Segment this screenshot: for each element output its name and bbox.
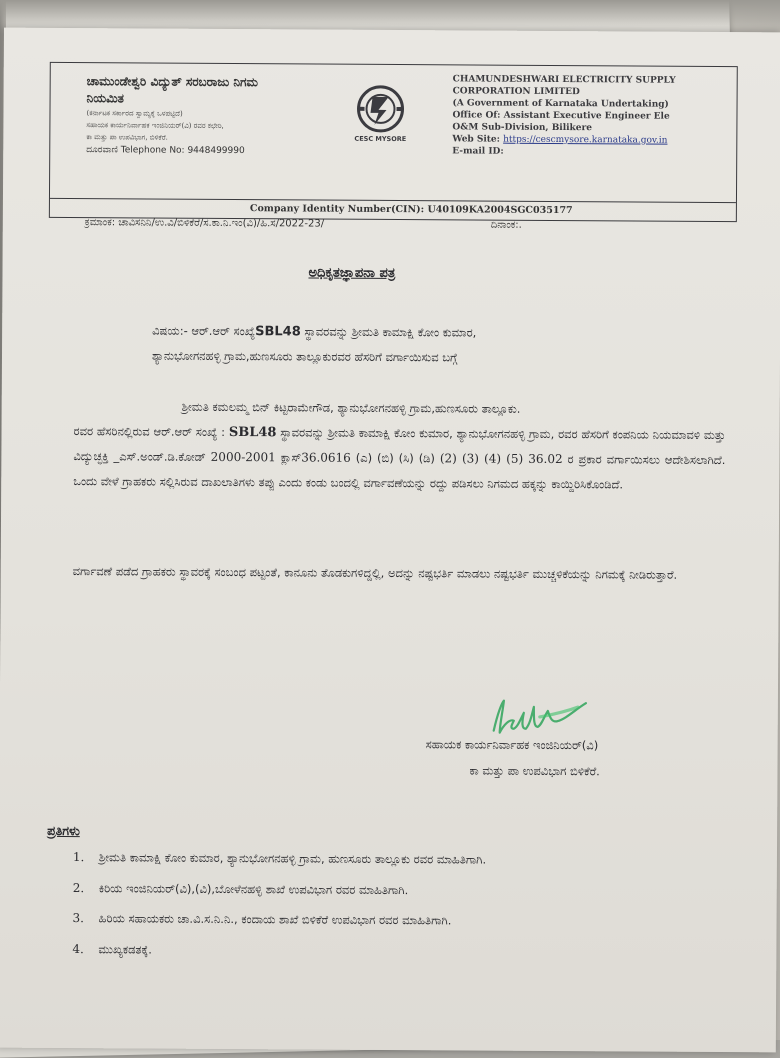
list-item-text: ಕಿರಿಯ ಇಂಜಿನಿಯರ್(ವಿ),(ವಿ),ಬೋಳೆನಹಳ್ಳಿ ಶಾಖೆ ಉಪವಿಭಾಗ ರವರ ಮಾಹಿತಿಗಾಗಿ. bbox=[98, 880, 409, 897]
website-link[interactable]: https://cescmysore.karnataka.gov.in bbox=[503, 134, 668, 146]
division-kannada: ಕಾ ಮತ್ತು ಪಾ ಉಪವಿಭಾಗ, ಬಿಳಿಕೆರೆ. bbox=[86, 133, 168, 142]
date-label: ದಿನಾಂಕ:. bbox=[490, 219, 522, 231]
govt-undertaking: (A Government of Karnataka Undertaking) bbox=[452, 98, 669, 110]
list-item-number: 2. bbox=[72, 880, 85, 895]
list-item-number: 3. bbox=[72, 911, 85, 926]
list-item bbox=[72, 934, 762, 969]
company-name-english-line2: CORPORATION LIMITED bbox=[452, 86, 580, 98]
document-title: ಅಧಿಕೃತಜ್ಞಾಪನಾ ಪತ್ರ bbox=[308, 265, 396, 282]
copies-heading: ಪ್ರತಿಗಳು bbox=[47, 822, 80, 839]
telephone-number: ದೂರವಾಣಿ Telephone No: 9448499990 bbox=[86, 145, 245, 157]
letterhead-english bbox=[452, 73, 733, 159]
cesc-logo-icon bbox=[352, 83, 408, 145]
list-item-text: ಹಿರಿಯ ಸಹಾಯಕರು ಚಾ.ವಿ.ಸ.ನಿ.ನಿ., ಕಂದಾಯ ಶಾಖೆ ಬಿಳಿಕೆರೆ ಉಪವಿಭಾಗ ರವರ ಮಾಹಿತಿಗಾಗಿ. bbox=[98, 911, 452, 928]
body-p1-subclauses: (2) (3) (4) (5) 36.02 bbox=[439, 451, 563, 467]
office-kannada: ಸಹಾಯಕ ಕಾರ್ಯನಿರ್ವಾಹಕ ಇಂಜಿನಿಯರ್(ವಿ) ರವರ ಕಛೇರಿ, bbox=[86, 121, 224, 130]
subject-prefix: ವಿಷಯ:- ಆರ್.ಆರ್ ಸಂಖ್ಯೆ bbox=[152, 323, 256, 339]
letterhead-divider bbox=[50, 198, 736, 203]
signatory-office: ಕಾ ಮತ್ತು ಪಾ ಉಪವಿಭಾಗ ಬಿಳಿಕೆರೆ. bbox=[469, 763, 600, 779]
email-label: E-mail ID: bbox=[452, 146, 504, 157]
letterhead bbox=[49, 62, 738, 222]
list-item-number: 1. bbox=[72, 850, 85, 865]
copies-list bbox=[72, 842, 763, 968]
body-p1-text-b: ರವರ ಹೆಸರಿನಲ್ಲಿರುವ ಆರ್.ಆರ್ ಸಂಖ್ಯೆ : bbox=[73, 424, 229, 440]
subject-rr-code: SBL48 bbox=[255, 324, 301, 340]
signatory-designation: ಸಹಾಯಕ ಕಾರ್ಯನಿರ್ವಾಹಕ ಇಂಜಿನಿಯರ್(ವಿ) bbox=[425, 737, 599, 753]
list-item-text: ಶ್ರೀಮತಿ ಕಾಮಾಕ್ಷಿ ಕೋಂ ಕುಮಾರ, ಶ್ಯಾನುಭೋಗನಹಳ್ಳಿ ಗ್ರಾಮ, ಹುಣಸೂರು ತಾಲ್ಲೂಕು ರವರ ಮಾಹಿತಿಗಾಗಿ. bbox=[98, 850, 487, 867]
govt-undertaking-kannada: (ಕರ್ನಾಟಕ ಸರ್ಕಾರದ ಸ್ವಾಮ್ಯಕ್ಕೆ ಒಳಪಟ್ಟಿದೆ) bbox=[86, 109, 183, 118]
body-p1-text-c: ಸ್ಥಾವರವನ್ನು ಶ್ರೀಮತಿ ಕಾಮಾಕ್ಷಿ ಕೋಂ ಕುಮಾರ, ಶ್ಯಾನುಭೋಗನಹಳ್ಳಿ ಗ್ರಾಮ, ರವರ ಹೆಸರಿಗೆ ಕಂಪನಿಯ ನಿಯಮಾವಳಿ ಮತ್ತು ವಿದ್ಯುಚ್ಛಕ್ತಿ _ಎಸ್.ಅಂಡ್.ಡಿ.ಕೋಡ್ bbox=[73, 425, 726, 464]
office-english: Office Of: Assistant Executive Engineer Ele bbox=[452, 110, 670, 122]
subject-block bbox=[152, 319, 692, 371]
body-p1-text-d: ಕ್ಲಾಸ್ bbox=[275, 450, 302, 465]
website-label: Web Site: bbox=[452, 134, 504, 145]
body-p1-intro: ಶ್ರೀಮತಿ ಕಮಲಮ್ಮ ಬಿನ್ ಕಿಟ್ಟರಾಮೇಗೌಡ, ಶ್ಯಾನುಭೋಗನಹಳ್ಳಿ ಗ್ರಾಮ,ಹುಣಸೂರು ತಾಲ್ಲೂಕು. bbox=[181, 399, 521, 416]
body-p1-text-e: (ಎ) (ಬಿ) (ಸಿ) (ಡಿ) bbox=[350, 450, 440, 466]
letterhead-kannada bbox=[86, 73, 336, 157]
list-item-number: 4. bbox=[72, 941, 84, 956]
top-shadow bbox=[0, 0, 780, 26]
list-item bbox=[73, 842, 763, 877]
company-name-kannada-line2: ನಿಯಮಿತ bbox=[86, 91, 124, 106]
company-name-english: CHAMUNDESHWARI ELECTRICITY SUPPLY bbox=[452, 74, 676, 86]
company-name-kannada: ಚಾಮುಂಡೇಶ್ವರಿ ವಿದ್ಯುತ್ ಸರಬರಾಜು ನಿಗಮ bbox=[86, 74, 258, 90]
signatory-block bbox=[425, 731, 600, 784]
body-paragraph-2: ವರ್ಗಾವಣೆ ಪಡೆದ ಗ್ರಾಹಕರು ಸ್ಥಾವರಕ್ಕೆ ಸಂಬಂಧ ಪಟ್ಟಂತೆ, ಕಾನೂನು ತೊಡಕುಗಳಿದ್ದಲ್ಲಿ, ಅದನ್ನು ನಷ್ಟಭರ್ತಿ ಮಾಡಲು ನಷ್ಟಭರ್ತಿ ಮುಚ್ಚಳಿಕೆಯನ್ನು ನಿಗಮಕ್ಕೆ ನೀಡಿರುತ್ತಾರೆ. bbox=[72, 564, 678, 582]
list-item bbox=[73, 873, 763, 908]
body-p1-text-f: ರ ಪ್ರಕಾರ ವರ್ಗಾಯಿಸಲು ಆದೇಶಿಸಲಾಗಿದೆ. ಒಂದು ವೇಳೆ ಗ್ರಾಹಕರು ಸಲ್ಲಿಸಿರುವ ದಾಖಲಾತಿಗಳು ತಪ್ಪು ಎಂದು ಕಂಡು ಬಂದಲ್ಲಿ ವರ್ಗಾವಣೆಯನ್ನು ರದ್ದು ಪಡಿಸಲು ನಿಗಮದ ಹಕ್ಕನ್ನು ಕಾಯ್ದಿರಿಸಿಕೊಂಡಿದೆ. bbox=[73, 452, 726, 492]
reference-number: ಕ್ರಮಾಂಕ: ಚಾವಿಸನಿನಿ/ಉ.ವಿ/ಬಿಳಿಕೆರೆ/ಸ.ಕಾ.ನಿ.ಇಂ(ವಿ)/ಹಿ.ಸ/2022-23/ bbox=[84, 217, 325, 230]
subject-line2: ಶ್ಯಾನುಭೋಗನಹಳ್ಳಿ ಗ್ರಾಮ,ಹುಣಸೂರು ತಾಲ್ಲೂಕುರವರ ಹೆಸರಿಗೆ ವರ್ಗಾಯಿಸುವ ಬಗ್ಗೆ bbox=[151, 348, 458, 365]
body-paragraph-1 bbox=[73, 394, 726, 498]
list-item bbox=[72, 903, 762, 938]
division-english: O&M Sub-Division, Bilikere bbox=[452, 122, 593, 134]
logo-caption: CESC MYSORE bbox=[354, 134, 407, 144]
body-p1-rr-code: SBL48 bbox=[228, 425, 277, 441]
letter-page bbox=[0, 28, 780, 1053]
body-p1-code-year: 2000-2001 bbox=[210, 449, 276, 465]
list-item-text: ಮುಖ್ಯಕಡತಕ್ಕೆ. bbox=[98, 941, 152, 957]
body-p1-clause: 36.0616 bbox=[301, 450, 351, 465]
subject-line1: ಸ್ಥಾವರವನ್ನು ಶ್ರೀಮತಿ ಕಾಮಾಕ್ಷಿ ಕೋಂ ಕುಮಾರ, bbox=[300, 324, 477, 340]
company-cin: Company Identity Number(CIN): U40109KA2004SGC035177 bbox=[249, 203, 573, 217]
